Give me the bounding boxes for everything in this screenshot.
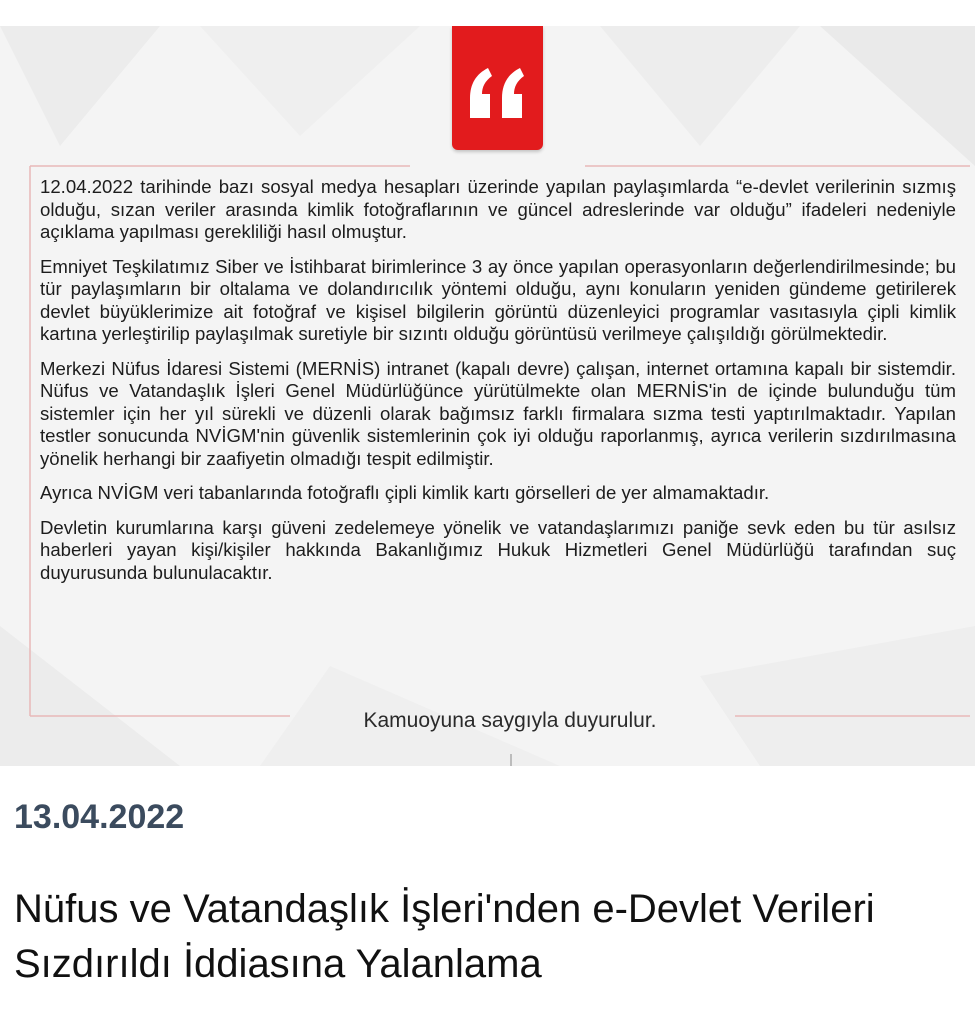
article-title[interactable]: Nüfus ve Vatandaşlık İşleri'nden e-Devlet Verileri Sızdırıldı İddiasına Yalanlama [14,887,875,986]
statement-image[interactable] [0,26,975,766]
statement-paragraph: Devletin kurumlarına karşı güveni zedelemeye yönelik ve vatandaşlarımızı paniğe sevk eden bu tür asılsız haberleri yayan kişi/kişiler hakkında Bakanlığımız Hukuk Hizmetleri Genel Müdürlüğü tarafından suç duyurusunda bulunulacaktır. [40,516,956,583]
quote-icon [452,26,543,150]
article-date: 13.04.2022 [14,798,185,836]
statement-paragraph: Merkezi Nüfus İdaresi Sistemi (MERNİS) intranet (kapalı devre) çalışan, internet ortamına kapalı bir sistemdir. Nüfus ve Vatandaşlık İşleri Genel Müdürlüğünce yürütülmekte olan MERNİS'in de içinde bulunduğu tüm sistemler için her yıl sürekli ve düzenli olarak bağımsız farklı firmalara sızma testi yaptırılmaktadır. Yapılan testler sonucunda NVİGM'nin güvenlik sistemlerinin çok iyi olduğu raporlanmış, ayrıca verilerin sızdırılmasına yönelik herhangi bir zaafiyetin olmadığı tespit edilmiştir. [40,357,956,469]
statement-paragraph: Emniyet Teşkilatımız Siber ve İstihbarat birimlerince 3 ay önce yapılan operasyonların değerlendirilmesinde; bu tür paylaşımların bir oltalama ve dolandırıcılık yöntemi olduğu, aynı konuların yeniden gündeme getirilerek devlet büyüklerimize ait fotoğraf ve kişisel bilgilerin görüntü düzenleyici programlar vasıtasıyla çipli kimlik kartına yerleştirilip paylaşılmak suretiyle bir sızıntı olduğu görüntüsü verilmeye çalışıldığı görülmektedir. [40,255,956,344]
statement-paragraph: 12.04.2022 tarihinde bazı sosyal medya hesapları üzerinde yapılan paylaşımlarda “e-devlet verilerinin sızmış olduğu, sızan veriler arasında kimlik fotoğraflarının ve güncel adreslerinde var olduğu” ifadeleri nedeniyle açıklama yapılması gerekliliği hasıl olmuştur. [40,176,956,242]
statement-closing: Kamuoyuna saygıyla duyurulur. [363,709,657,732]
statement-paragraph: Ayrıca NVİGM veri tabanlarında fotoğraflı çipli kimlik kartı görselleri de yer almamaktadır. [40,482,770,503]
statement-text [40,176,956,596]
quote-badge [452,26,543,150]
